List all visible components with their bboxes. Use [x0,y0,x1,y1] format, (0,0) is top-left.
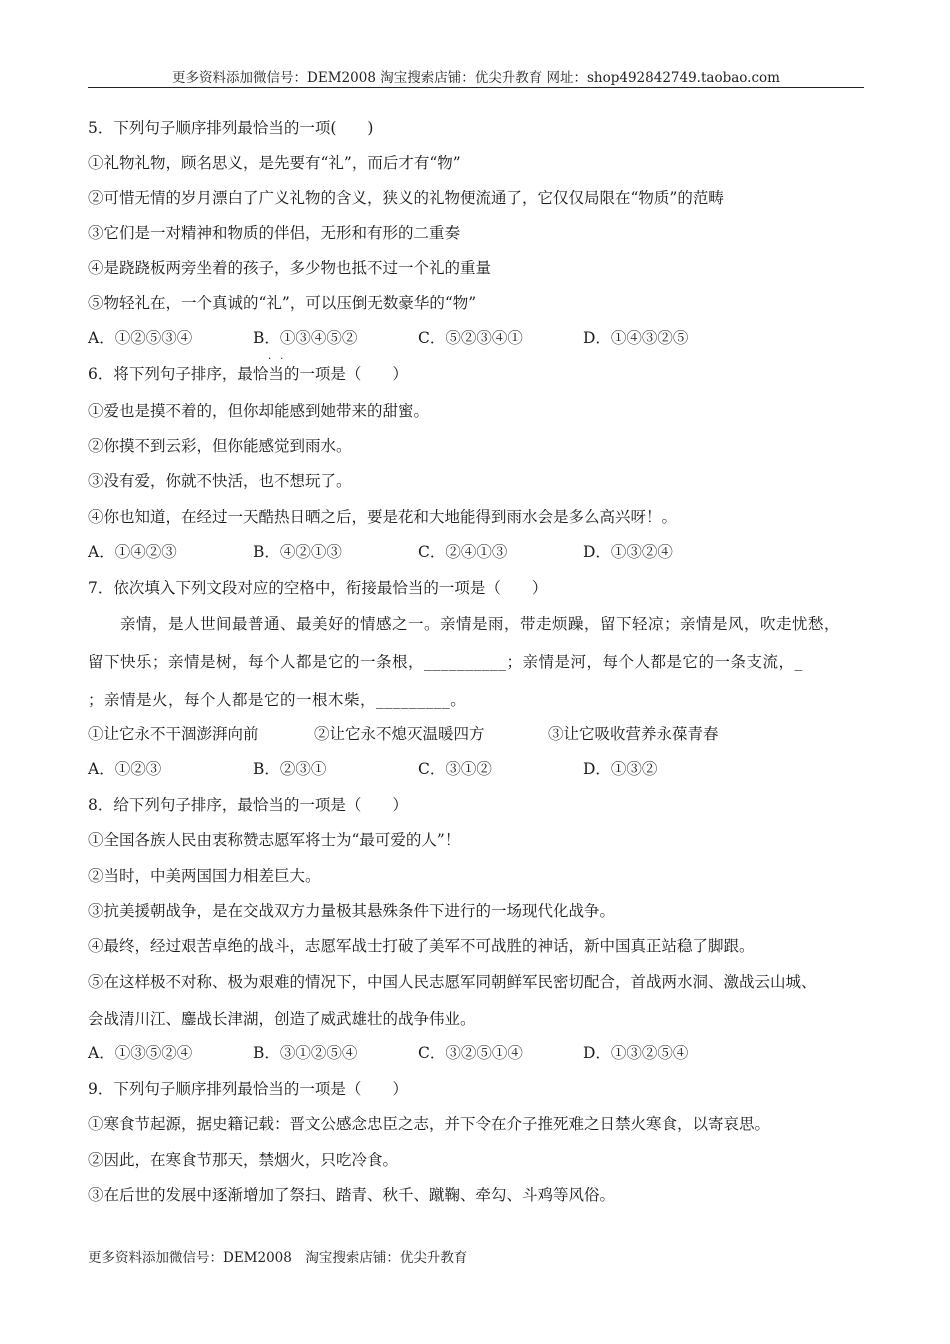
q7-option-a: A．①②③ [88,760,162,778]
q6-emphasis-dots: ·· [268,354,293,365]
q6-option-d: D．①③②④ [583,543,673,561]
q8-option-d: D．①③②⑤④ [583,1044,689,1062]
q8-item-5: ⑤在这样极不对称、极为艰难的情况下，中国人民志愿军同朝鲜军民密切配合，首战两水洞、激战云山城、 [88,973,817,991]
q6-item-1: ①爱也是摸不着的，但你却能感到她带来的甜蜜。 [88,402,430,420]
q5-stem: 5．下列句子顺序排列最恰当的一项( ) [88,119,374,137]
q6-option-c: C．②④①③ [418,543,508,561]
q8-item-1: ①全国各族人民由衷称赞志愿军将士为“最可爱的人”！ [88,831,461,849]
q7-option-b: B．②③① [253,760,327,778]
q7-passage-line-1: 亲情，是人世间最普通、最美好的情感之一。亲情是雨，带走烦躁，留下轻凉；亲情是风，吹走忧愁， [88,615,841,633]
q5-option-b: B．①③④⑤② [253,329,358,347]
q5-item-5: ⑤物轻礼在，一个真诚的“礼”，可以压倒无数豪华的“物” [88,294,477,312]
q8-options [88,1043,864,1063]
q5-option-a: A．①②⑤③④ [88,329,193,347]
q7-passage-line-3: ；亲情是火，每个人都是它的一根木柴，_________。 [88,691,467,709]
q8-item-2: ②当时，中美两国国力相差巨大。 [88,867,321,885]
q7-option-d: D．①③② [583,760,658,778]
page-footer: 更多资料添加微信号：DEM2008 淘宝搜索店铺：优尖升教育 [88,1250,468,1266]
q7-choice-1: ①让它永不干涸澎湃向前 [88,725,259,743]
q6-item-2: ②你摸不到云彩，但你能感觉到雨水。 [88,437,352,455]
q9-item-1: ①寒食节起源，据史籍记载：晋文公感念忠臣之志，并下令在介子推死难之日禁火寒食，以寄哀思。 [88,1115,771,1133]
q6-item-3: ③没有爱，你就不快活，也不想玩了。 [88,472,352,490]
q8-option-a: A．①③⑤②④ [88,1044,193,1062]
q6-options [88,542,864,562]
q7-stem: 7．依次填入下列文段对应的空格中，衔接最恰当的一项是（ ） [88,579,548,597]
page-header: 更多资料添加微信号：DEM2008 淘宝搜索店铺：优尖升教育 网址：shop492842749.taobao.com [172,70,780,86]
q6-item-4: ④你也知道，在经过一天酷热日晒之后，要是花和大地能得到雨水会是多么高兴呀！。 [88,508,678,526]
q7-choice-3: ③让它吸收营养永葆青春 [548,725,719,743]
q5-options [88,328,864,348]
q8-stem: 8．给下列句子排序，最恰当的一项是（ ） [88,796,408,814]
q7-passage-line-2: 留下快乐；亲情是树，每个人都是它的一条根，__________；亲情是河，每个人都是它的一条支流，_ [88,653,803,671]
q6-stem: 6．将下列句子排序，最恰当的一项是（ ） [88,365,408,383]
q5-item-2: ②可惜无情的岁月漂白了广义礼物的含义，狭义的礼物便流通了，它仅仅局限在“物质”的范畴 [88,189,724,207]
q7-options [88,759,864,779]
q8-option-b: B．③①②⑤④ [253,1044,358,1062]
q6-option-b: B．④②①③ [253,543,342,561]
q8-item-4: ④最终，经过艰苦卓绝的战斗，志愿军战士打破了美军不可战胜的神话，新中国真正站稳了脚跟。 [88,937,755,955]
header-rule [88,87,864,88]
q7-choice-2: ②让它永不熄灭温暖四方 [314,725,485,743]
q7-choices [88,724,864,744]
q5-option-d: D．①④③②⑤ [583,329,689,347]
q6-option-a: A．①④②③ [88,543,177,561]
q8-item-3: ③抗美援朝战争，是在交战双方力量极其悬殊条件下进行的一场现代化战争。 [88,902,616,920]
q5-item-3: ③它们是一对精神和物质的伴侣，无形和有形的二重奏 [88,224,461,242]
q7-option-c: C．③①② [418,760,492,778]
q5-item-1: ①礼物礼物，顾名思义，是先要有“礼”，而后才有“物” [88,154,461,172]
q5-item-4: ④是跷跷板两旁坐着的孩子，多少物也抵不过一个礼的重量 [88,259,492,277]
q9-item-3: ③在后世的发展中逐渐增加了祭扫、踏青、秋千、蹴鞠、牵勾、斗鸡等风俗。 [88,1186,616,1204]
q8-item-5-cont: 会战清川江、鏖战长津湖，创造了威武雄壮的战争伟业。 [88,1010,476,1028]
q9-stem: 9．下列句子顺序排列最恰当的一项是（ ） [88,1080,408,1098]
q5-option-c: C．⑤②③④① [418,329,523,347]
q8-option-c: C．③②⑤①④ [418,1044,523,1062]
q9-item-2: ②因此，在寒食节那天，禁烟火，只吃冷食。 [88,1151,399,1169]
